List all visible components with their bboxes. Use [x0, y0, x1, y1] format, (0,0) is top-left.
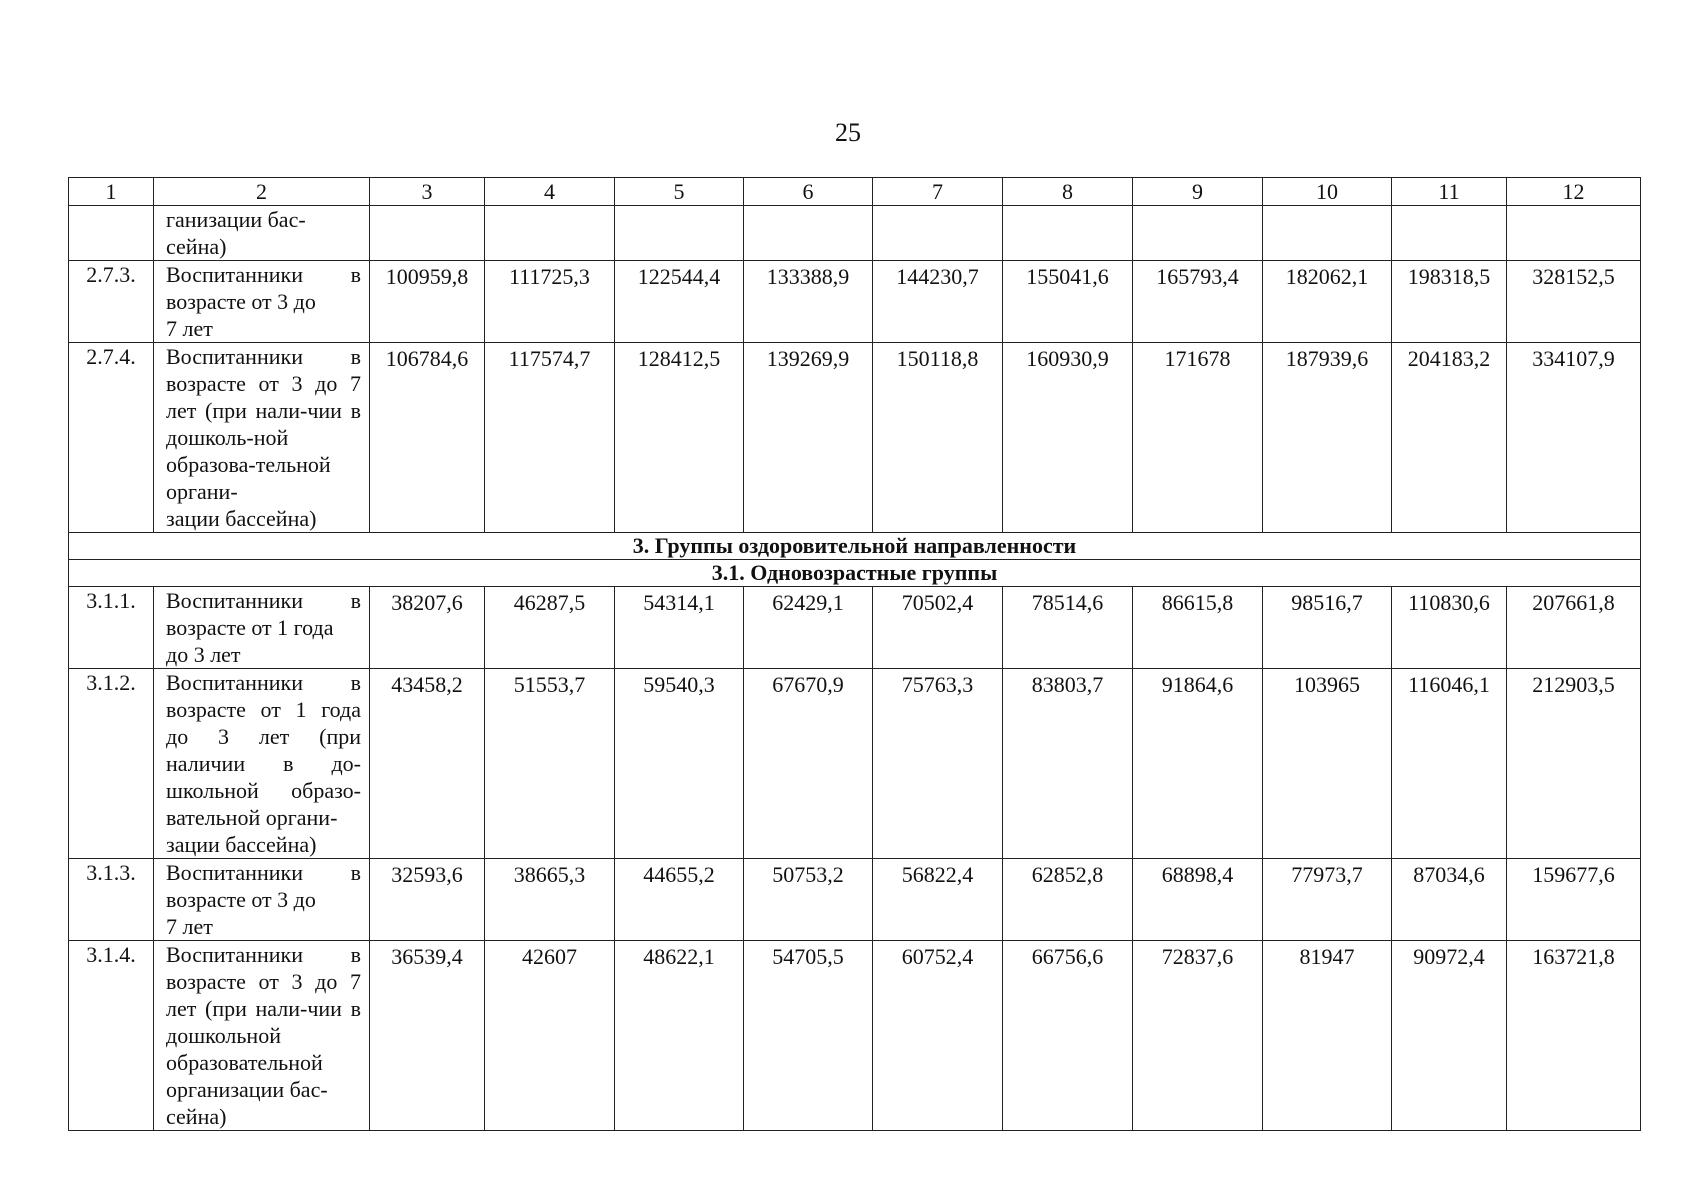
row-value: 66756,6: [1003, 941, 1133, 1131]
table-row: [69, 587, 1641, 669]
row-code: 2.7.4.: [69, 343, 154, 533]
row-value: 212903,5: [1507, 669, 1641, 859]
header-cell: 12: [1507, 178, 1641, 206]
row-value: 78514,6: [1003, 587, 1133, 669]
tariff-table: [68, 177, 1641, 1131]
row-value: 198318,5: [1392, 261, 1507, 343]
row-description: [154, 261, 370, 343]
subsection-title: 3.1. Одновозрастные группы: [69, 560, 1641, 587]
row-description-text: Воспитанники в возрасте от 1 года до 3 лет: [166, 588, 361, 667]
row-value: 44655,2: [615, 859, 744, 941]
row-description: [154, 206, 370, 261]
header-cell: 10: [1263, 178, 1392, 206]
row-value: 51553,7: [485, 669, 615, 859]
row-value: 106784,6: [370, 343, 485, 533]
row-value: 128412,5: [615, 343, 744, 533]
section-title: 3. Группы оздоровительной направленности: [69, 533, 1641, 560]
row-description-text: Воспитанники в возрасте от 3 до 7 лет: [166, 262, 361, 341]
row-value: [370, 206, 485, 261]
row-value: 83803,7: [1003, 669, 1133, 859]
row-code: 3.1.3.: [69, 859, 154, 941]
header-cell: 3: [370, 178, 485, 206]
row-value: 72837,6: [1133, 941, 1263, 1131]
row-code: 3.1.2.: [69, 669, 154, 859]
row-value: 328152,5: [1507, 261, 1641, 343]
row-value: 36539,4: [370, 941, 485, 1131]
row-value: [873, 206, 1003, 261]
header-cell: 1: [69, 178, 154, 206]
row-value: 32593,6: [370, 859, 485, 941]
row-value: [744, 206, 873, 261]
table-body: [69, 178, 1641, 1131]
row-value: 87034,6: [1392, 859, 1507, 941]
row-description-text: Воспитанники в возрасте от 3 до 7 лет (при нали-чии в дошколь-ной образова-тельной органи- зации бассейна): [166, 344, 361, 531]
row-value: 62852,8: [1003, 859, 1133, 941]
row-value: 182062,1: [1263, 261, 1392, 343]
row-value: 54705,5: [744, 941, 873, 1131]
header-cell: 4: [485, 178, 615, 206]
row-code: [69, 206, 154, 261]
subsection-title-row: [69, 560, 1641, 587]
row-value: 117574,7: [485, 343, 615, 533]
row-value: 70502,4: [873, 587, 1003, 669]
row-value: [615, 206, 744, 261]
row-value: 139269,9: [744, 343, 873, 533]
table-row: [69, 941, 1641, 1131]
row-value: 103965: [1263, 669, 1392, 859]
row-description: [154, 941, 370, 1131]
row-code: 3.1.1.: [69, 587, 154, 669]
row-value: 77973,7: [1263, 859, 1392, 941]
row-value: 160930,9: [1003, 343, 1133, 533]
row-value: 67670,9: [744, 669, 873, 859]
row-value: 54314,1: [615, 587, 744, 669]
table-row: [69, 343, 1641, 533]
row-value: [1003, 206, 1133, 261]
header-row: [69, 178, 1641, 206]
row-description-text: Воспитанники в возрасте от 3 до 7 лет (при нали-чии в дошкольной образовательной организации бас- сейна): [166, 942, 361, 1129]
header-cell: 11: [1392, 178, 1507, 206]
row-value: 110830,6: [1392, 587, 1507, 669]
header-cell: 5: [615, 178, 744, 206]
row-description-text: ганизации бас- сейна): [166, 207, 306, 259]
row-value: 60752,4: [873, 941, 1003, 1131]
row-value: 207661,8: [1507, 587, 1641, 669]
row-value: 42607: [485, 941, 615, 1131]
table-row: [69, 261, 1641, 343]
row-value: 75763,3: [873, 669, 1003, 859]
row-description-text: Воспитанники в возрасте от 3 до 7 лет: [166, 860, 361, 939]
row-value: 122544,4: [615, 261, 744, 343]
row-value: 150118,8: [873, 343, 1003, 533]
row-value: 68898,4: [1133, 859, 1263, 941]
row-value: 56822,4: [873, 859, 1003, 941]
page-number: 25: [835, 118, 861, 147]
row-value: [485, 206, 615, 261]
row-value: 59540,3: [615, 669, 744, 859]
row-value: 46287,5: [485, 587, 615, 669]
row-value: 38207,6: [370, 587, 485, 669]
row-value: 91864,6: [1133, 669, 1263, 859]
row-value: [1507, 206, 1641, 261]
row-value: 48622,1: [615, 941, 744, 1131]
row-value: 171678: [1133, 343, 1263, 533]
row-value: 98516,7: [1263, 587, 1392, 669]
row-value: 50753,2: [744, 859, 873, 941]
table-row: [69, 206, 1641, 261]
header-cell: 7: [873, 178, 1003, 206]
row-value: 62429,1: [744, 587, 873, 669]
row-code: 2.7.3.: [69, 261, 154, 343]
table-row: [69, 859, 1641, 941]
section-title-row: [69, 533, 1641, 560]
row-value: [1133, 206, 1263, 261]
row-value: 111725,3: [485, 261, 615, 343]
row-code: 3.1.4.: [69, 941, 154, 1131]
header-cell: 9: [1133, 178, 1263, 206]
row-value: 90972,4: [1392, 941, 1507, 1131]
row-value: 163721,8: [1507, 941, 1641, 1131]
row-description: [154, 587, 370, 669]
row-value: [1392, 206, 1507, 261]
row-description: [154, 343, 370, 533]
row-value: 43458,2: [370, 669, 485, 859]
header-cell: 8: [1003, 178, 1133, 206]
row-value: 144230,7: [873, 261, 1003, 343]
header-cell: 6: [744, 178, 873, 206]
row-description: [154, 859, 370, 941]
row-value: 86615,8: [1133, 587, 1263, 669]
row-value: 100959,8: [370, 261, 485, 343]
row-value: 116046,1: [1392, 669, 1507, 859]
row-description-text: Воспитанники в возрасте от 1 года до 3 лет (при наличии в до-школьной образо-вательной органи- зации бассейна): [166, 670, 361, 857]
row-description: [154, 669, 370, 859]
row-value: 204183,2: [1392, 343, 1507, 533]
header-cell: 2: [154, 178, 370, 206]
row-value: 133388,9: [744, 261, 873, 343]
row-value: 165793,4: [1133, 261, 1263, 343]
row-value: 334107,9: [1507, 343, 1641, 533]
row-value: 155041,6: [1003, 261, 1133, 343]
table-row: [69, 669, 1641, 859]
row-value: [1263, 206, 1392, 261]
row-value: 159677,6: [1507, 859, 1641, 941]
row-value: 38665,3: [485, 859, 615, 941]
row-value: 187939,6: [1263, 343, 1392, 533]
row-value: 81947: [1263, 941, 1392, 1131]
